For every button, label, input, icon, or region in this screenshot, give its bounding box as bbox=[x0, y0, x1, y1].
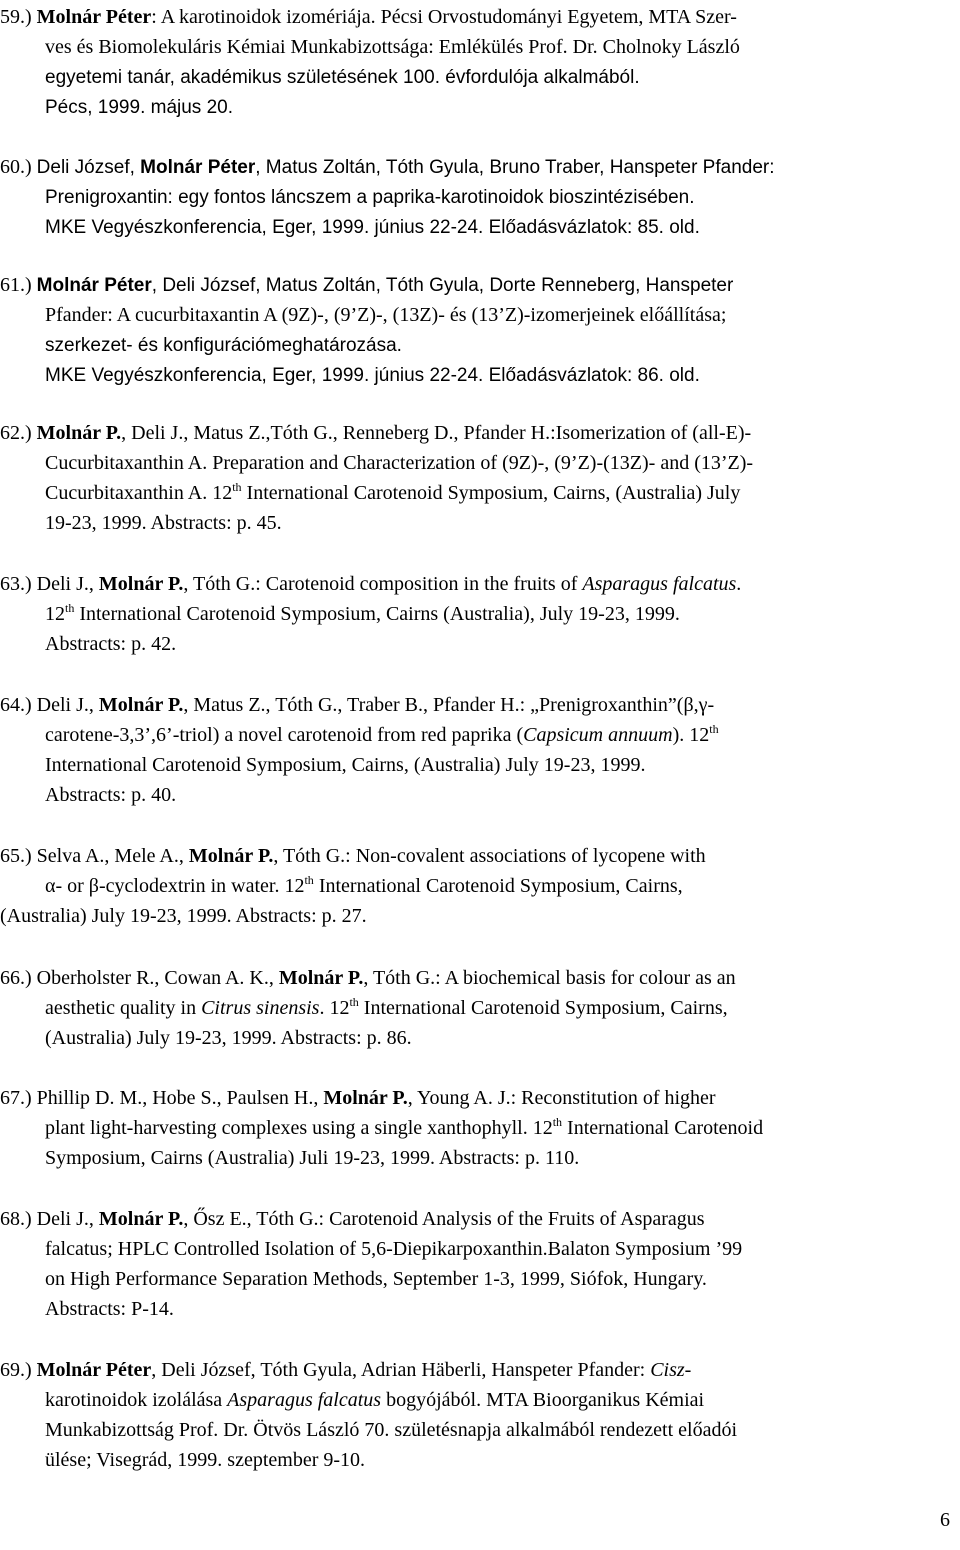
text-run: . 12 bbox=[319, 997, 350, 1019]
text-run: plant light-harvesting complexes using a single xanthophyll. 12 bbox=[45, 1117, 553, 1139]
text-run: , Deli József, Tóth Gyula, Adrian Häberli, Hanspeter Pfander: bbox=[151, 1359, 651, 1381]
entry-line bbox=[0, 1204, 955, 1234]
text-run: 61.) bbox=[0, 274, 37, 296]
text-run: Molnár P. bbox=[98, 573, 184, 595]
text-run: Molnár P. bbox=[188, 845, 274, 867]
page-number: 6 bbox=[940, 1509, 950, 1531]
text-run: egyetemi tanár, akadémikus születésének 100. évfordulója alkalmából. bbox=[45, 67, 640, 88]
text-run: (Australia) July 19-23, 1999. Abstracts: p. 27. bbox=[0, 905, 367, 927]
entry-line bbox=[0, 330, 955, 360]
entry-line bbox=[0, 2, 955, 32]
reference-entry-67 bbox=[0, 1083, 955, 1173]
reference-entry-63 bbox=[0, 569, 955, 659]
text-run: Molnár P. bbox=[98, 694, 184, 716]
entry-line bbox=[0, 300, 955, 330]
text-run: 65.) Selva A., Mele A., bbox=[0, 845, 189, 867]
text-run: on High Performance Separation Methods, September 1-3, 1999, Siófok, Hungary. bbox=[45, 1268, 707, 1290]
text-run: 66.) Oberholster R., Cowan A. K., bbox=[0, 967, 279, 989]
reference-entry-65 bbox=[0, 841, 955, 931]
text-run: International Carotenoid Symposium, Cairns, (Australia) July bbox=[241, 482, 741, 504]
entry-line bbox=[0, 720, 955, 750]
entry-line bbox=[0, 182, 955, 212]
reference-entry-62 bbox=[0, 418, 955, 538]
text-run: Munkabizottság Prof. Dr. Ötvös László 70. születésnapja alkalmából rendezett előadói bbox=[45, 1419, 738, 1441]
text-run: 62.) bbox=[0, 422, 37, 444]
text-run: 67.) Phillip D. M., Hobe S., Paulsen H., bbox=[0, 1087, 324, 1109]
entry-line bbox=[0, 1294, 955, 1324]
text-run: Molnár P. bbox=[36, 422, 122, 444]
text-run: falcatus; HPLC Controlled Isolation of 5,6-Diepikarpoxanthin.Balaton Symposium ’99 bbox=[45, 1238, 743, 1260]
text-run: International Carotenoid Symposium, Cairns, bbox=[313, 875, 683, 897]
entry-line bbox=[0, 62, 955, 92]
entry-line bbox=[0, 152, 955, 182]
entry-line bbox=[0, 1264, 955, 1294]
text-run: Molnár P. bbox=[98, 1208, 184, 1230]
text-run: Molnár Péter bbox=[36, 6, 152, 28]
entry-line bbox=[0, 1113, 955, 1143]
reference-entry-64 bbox=[0, 690, 955, 810]
text-run: Asparagus falcatus bbox=[227, 1389, 382, 1411]
text-run: 12 bbox=[45, 603, 65, 625]
text-run: : A karotinoidok izomériája. Pécsi Orvostudományi Egyetem, MTA Szer- bbox=[151, 6, 737, 28]
entry-line bbox=[0, 1415, 955, 1445]
text-run: Prenigroxantin: egy fontos láncszem a paprika-karotinoidok bioszintézisében. bbox=[45, 187, 695, 208]
reference-entry-69 bbox=[0, 1355, 955, 1475]
text-run: , Matus Z., Tóth G., Traber B., Pfander H.: „Prenigroxanthin”(β,γ- bbox=[183, 694, 715, 716]
entry-line bbox=[0, 963, 955, 993]
text-run: . bbox=[736, 573, 742, 595]
text-run: MKE Vegyészkonferencia, Eger, 1999. június 22-24. Előadásvázlatok: 86. old. bbox=[45, 365, 700, 386]
entry-line bbox=[0, 448, 955, 478]
text-run: carotene-3,3’,6’-triol) a novel carotenoid from red paprika ( bbox=[45, 724, 524, 746]
text-run: Molnár P. bbox=[323, 1087, 408, 1109]
text-run: Cucurbitaxanthin A. 12 bbox=[45, 482, 233, 504]
entry-line bbox=[0, 871, 955, 901]
entry-line bbox=[0, 1445, 955, 1475]
text-run: 64.) Deli J., bbox=[0, 694, 99, 716]
text-run: Pécs, 1999. május 20. bbox=[45, 97, 233, 118]
text-run: 59.) bbox=[0, 6, 37, 28]
entry-line bbox=[0, 1083, 955, 1113]
text-run: MKE Vegyészkonferencia, Eger, 1999. június 22-24. Előadásvázlatok: 85. old. bbox=[45, 217, 700, 238]
entry-line bbox=[0, 1355, 955, 1385]
text-run: , Matus Zoltán, Tóth Gyula, Bruno Traber, Hanspeter Pfander: bbox=[255, 157, 775, 178]
text-run: 19-23, 1999. Abstracts: p. 45. bbox=[45, 512, 282, 534]
text-run: 63.) Deli J., bbox=[0, 573, 99, 595]
entry-line bbox=[0, 569, 955, 599]
text-run: ülése; Visegrád, 1999. szeptember 9-10. bbox=[45, 1449, 366, 1471]
text-run: 69.) bbox=[0, 1359, 37, 1381]
text-run: Asparagus falcatus bbox=[582, 573, 737, 595]
text-run: , Tóth G.: A biochemical basis for colour as an bbox=[363, 967, 736, 989]
text-run: bogyójából. MTA Bioorganikus Kémiai bbox=[381, 1389, 705, 1411]
text-run: , Young A. J.: Reconstitution of higher bbox=[407, 1087, 716, 1109]
entry-line bbox=[0, 270, 955, 300]
text-run: Cucurbitaxanthin A. Preparation and Characterization of (9Z)-, (9’Z)-(13Z)- and (13’Z)- bbox=[45, 452, 754, 474]
text-run: , Tóth G.: Non-covalent associations of lycopene with bbox=[273, 845, 706, 867]
text-run: Deli József, bbox=[36, 157, 141, 178]
text-run: karotinoidok izolálása bbox=[45, 1389, 228, 1411]
text-run: Molnár Péter bbox=[36, 1359, 152, 1381]
text-run: th bbox=[552, 1115, 563, 1129]
entry-line bbox=[0, 750, 955, 780]
text-run: Molnár P. bbox=[278, 967, 364, 989]
reference-entry-59 bbox=[0, 2, 955, 122]
entry-line bbox=[0, 901, 955, 931]
entry-line bbox=[0, 1385, 955, 1415]
entry-line bbox=[0, 478, 955, 508]
entry-line bbox=[0, 993, 955, 1023]
text-run: Pfander: A cucurbitaxantin A (9Z)-, (9’Z)-, (13Z)- és (13’Z)-izomerjeinek előállítása; bbox=[45, 304, 727, 326]
entry-line bbox=[0, 360, 955, 390]
text-run: th bbox=[349, 995, 359, 1009]
entry-line bbox=[0, 690, 955, 720]
text-run: ves és Biomolekuláris Kémiai Munkabizottsága: Emlékülés Prof. Dr. Cholnoky László bbox=[45, 36, 740, 58]
text-run: , Deli J., Matus Z.,Tóth G., Renneberg D., Pfander H.:Isomerization of (all-E)- bbox=[121, 422, 752, 444]
reference-entry-61 bbox=[0, 270, 955, 390]
text-run: ). 12 bbox=[672, 724, 710, 746]
entry-line bbox=[0, 418, 955, 448]
text-run: α- or β-cyclodextrin in water. 12 bbox=[45, 875, 305, 897]
text-run: , Ősz E., Tóth G.: Carotenoid Analysis of the Fruits of Asparagus bbox=[183, 1208, 705, 1230]
entry-line bbox=[0, 629, 955, 659]
text-run: International Carotenoid Symposium, Cairns, (Australia) July 19-23, 1999. bbox=[45, 754, 646, 776]
text-run: szerkezet- és konfigurációmeghatározása. bbox=[45, 335, 402, 356]
reference-entry-66 bbox=[0, 963, 955, 1053]
text-run: th bbox=[232, 480, 242, 494]
text-run: International Carotenoid Symposium, Cairns, bbox=[358, 997, 728, 1019]
entry-line bbox=[0, 780, 955, 810]
text-run: Citrus sinensis bbox=[201, 997, 320, 1019]
entry-line bbox=[0, 841, 955, 871]
text-run: (Australia) July 19-23, 1999. Abstracts: p. 86. bbox=[45, 1027, 412, 1049]
entry-line bbox=[0, 1234, 955, 1264]
text-run: Symposium, Cairns (Australia) Juli 19-23, 1999. Abstracts: p. 110. bbox=[45, 1147, 580, 1169]
text-run: Molnár Péter bbox=[140, 157, 256, 178]
reference-entry-68 bbox=[0, 1204, 955, 1324]
entry-line bbox=[0, 32, 955, 62]
text-run: , Deli József, Matus Zoltán, Tóth Gyula, Dorte Renneberg, Hanspeter bbox=[151, 275, 734, 296]
text-run: Molnár Péter bbox=[36, 275, 152, 296]
text-run: International Carotenoid bbox=[562, 1117, 764, 1139]
text-run: 60.) bbox=[0, 156, 37, 178]
text-run: , Tóth G.: Carotenoid composition in the fruits of bbox=[183, 573, 583, 595]
entry-line bbox=[0, 212, 955, 242]
entry-line bbox=[0, 92, 955, 122]
text-run: aesthetic quality in bbox=[45, 997, 202, 1019]
entry-line bbox=[0, 599, 955, 629]
reference-entry-60 bbox=[0, 152, 955, 242]
text-run: Abstracts: P-14. bbox=[45, 1298, 174, 1320]
entry-line bbox=[0, 1023, 955, 1053]
text-run: th bbox=[304, 873, 314, 887]
text-run: Abstracts: p. 42. bbox=[45, 633, 177, 655]
entry-line bbox=[0, 508, 955, 538]
text-run: th bbox=[65, 601, 75, 615]
text-run: Abstracts: p. 40. bbox=[45, 784, 177, 806]
text-run: International Carotenoid Symposium, Cairns (Australia), July 19-23, 1999. bbox=[74, 603, 680, 625]
text-run: 68.) Deli J., bbox=[0, 1208, 99, 1230]
entry-line bbox=[0, 1143, 955, 1173]
text-run: Capsicum annuum bbox=[523, 724, 673, 746]
text-run: th bbox=[709, 722, 719, 736]
text-run: Cisz- bbox=[650, 1359, 692, 1381]
